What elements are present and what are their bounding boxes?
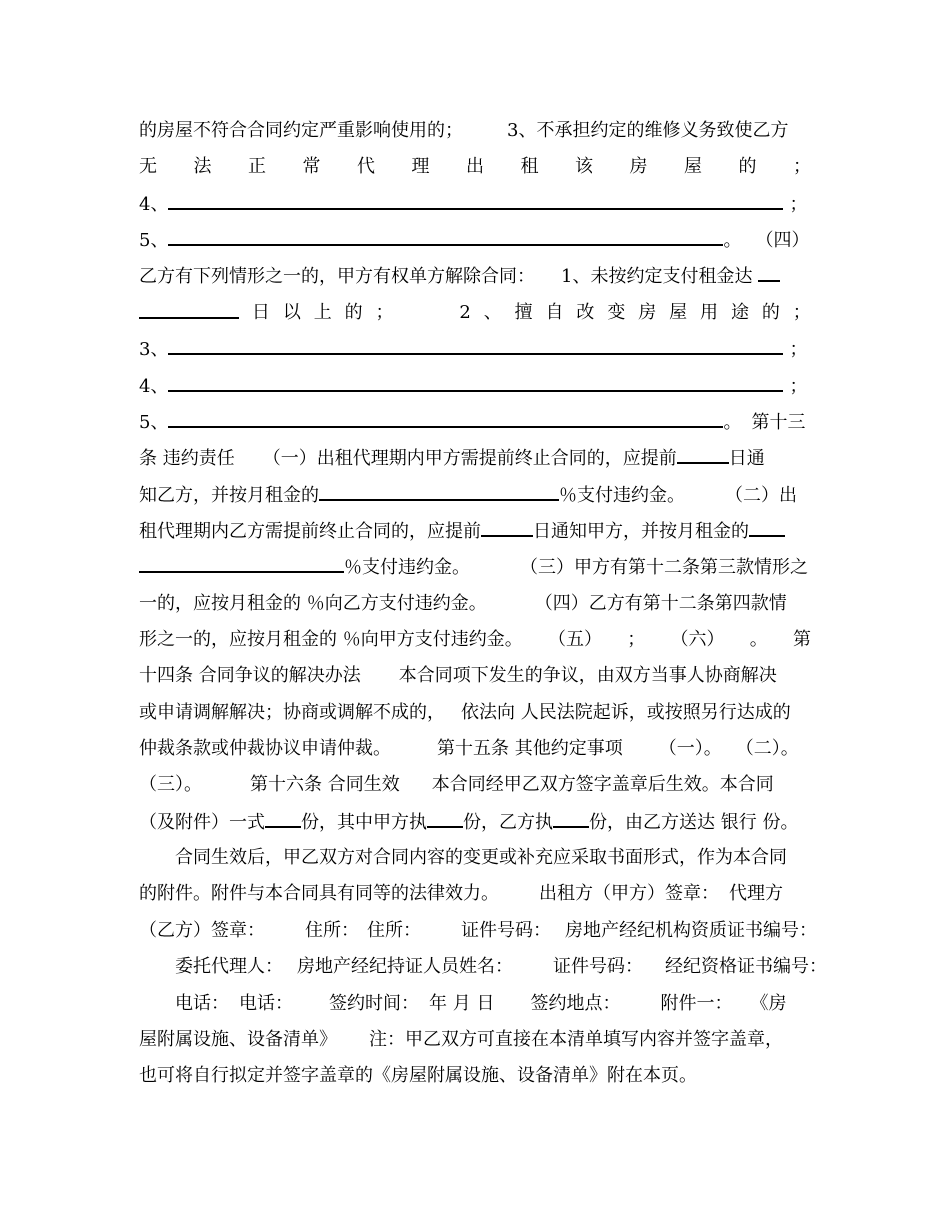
text-span: 住所： — [367, 920, 421, 941]
text-line — [139, 1062, 811, 1090]
text-char: 改 — [576, 302, 595, 323]
text-line — [139, 408, 811, 436]
text-span: 代理方 — [729, 883, 783, 904]
text-char: 的 — [344, 302, 363, 323]
text-span: 出租方（甲方）签章： — [539, 883, 719, 904]
text-char: 途 — [730, 302, 749, 323]
text-span: 第 — [792, 629, 811, 650]
text-char: ； — [793, 156, 811, 177]
text-span: 本合同经甲乙双方签字盖章后生效。本合同 — [431, 774, 774, 795]
text-line — [139, 1026, 811, 1054]
text-line — [139, 153, 811, 181]
text-span: （五） — [547, 629, 602, 650]
text-span: 租代理期内乙方需提前终止合同的，应提前 — [139, 521, 481, 542]
text-span: 条 违约责任 — [139, 448, 235, 469]
text-line — [139, 190, 811, 218]
blank-line — [139, 553, 344, 573]
text-span: （三）。 — [139, 774, 202, 795]
text-span: （四） — [755, 230, 810, 251]
text-span: 证件号码： — [461, 920, 551, 941]
text-span: 十四条 合同争议的解决办法 — [139, 665, 361, 686]
text-span: 电话： — [175, 993, 229, 1014]
text-span: 乙方有下列情形之一的，甲方有权单方解除合同： — [139, 266, 535, 287]
text-line — [139, 626, 811, 654]
text-span: （四）乙方有第十二条第四款情 — [534, 593, 787, 614]
text-span: 《房 — [750, 993, 787, 1014]
text-char: 无 — [139, 156, 157, 177]
text-char: ； — [375, 302, 394, 323]
blank-line — [265, 808, 301, 828]
text-span: 住所： — [305, 920, 359, 941]
text-char: 常 — [302, 156, 321, 177]
text-span: （一）出租代理期内甲方需提前终止合同的，应提前 — [262, 448, 677, 469]
text-line — [139, 299, 811, 327]
text-char: 理 — [411, 156, 430, 177]
text-char: 自 — [545, 302, 564, 323]
blank-line — [758, 262, 780, 282]
text-span: 份，其中甲方执 — [301, 812, 427, 833]
text-line — [139, 990, 811, 1018]
text-char: 房 — [629, 156, 648, 177]
blank-line — [168, 226, 723, 246]
blank-line — [319, 481, 559, 501]
text-span: 房地产经纪持证人员姓名： — [297, 956, 513, 977]
text-span: 屋附属设施、设备清单》 — [139, 1029, 337, 1050]
text-char: 出 — [466, 156, 484, 177]
blank-line — [168, 408, 723, 428]
text-span: 知乙方，并按月租金的 — [139, 485, 319, 506]
text-span: 日通 — [728, 448, 765, 469]
blank-line — [677, 444, 729, 464]
text-span: 房地产经纪机构资质证书编号： — [565, 920, 817, 941]
text-span: 份，由乙方送达 银行 份。 — [589, 812, 799, 833]
text-span: 仲裁条款或仲裁协议申请仲裁。 — [139, 738, 391, 759]
text-span: 4、 — [139, 194, 169, 215]
text-span: ； — [789, 376, 808, 397]
blank-line — [749, 517, 785, 537]
text-line — [139, 771, 811, 799]
text-span: 的房屋不符合合同约定严重影响使用的； — [139, 120, 463, 141]
text-char: 屋 — [684, 156, 702, 177]
text-line — [139, 917, 817, 945]
text-span: 委托代理人： — [175, 956, 283, 977]
text-char: 租 — [520, 156, 539, 177]
text-span: 合同生效后，甲乙双方对合同内容的变更或补充应采取书面形式，作为本合同 — [175, 847, 787, 868]
text-span: 年 月 日 — [429, 993, 495, 1014]
text-span: ％支付违约金。 — [344, 557, 470, 578]
blank-line — [427, 808, 463, 828]
text-line — [139, 444, 811, 472]
text-char: 房 — [638, 302, 657, 323]
blank-line — [553, 808, 589, 828]
text-char: 擅 — [514, 302, 533, 323]
text-line — [139, 335, 811, 363]
blank-line — [168, 372, 783, 392]
text-line — [139, 735, 811, 763]
text-char: 正 — [248, 156, 266, 177]
blank-line — [139, 299, 239, 319]
text-span: （三）甲方有第十二条第三款情形之 — [520, 557, 808, 578]
text-span: 第十六条 合同生效 — [250, 774, 400, 795]
text-span: 依法向 人民法院起诉，或按照另行达成的 — [461, 702, 791, 723]
text-span: （二）。 — [735, 738, 799, 759]
text-line — [139, 844, 811, 872]
text-span: 形之一的，应按月租金的 ％向甲方支付违约金。 — [139, 629, 523, 650]
text-span: 或申请调解解决；协商或调解不成的， — [139, 702, 445, 723]
text-line — [139, 372, 811, 400]
text-char: 该 — [575, 156, 593, 177]
text-span: 3、 — [139, 339, 169, 360]
text-line — [139, 517, 811, 545]
text-span: ； — [789, 339, 808, 360]
text-line — [139, 699, 811, 727]
text-char: ； — [792, 302, 811, 323]
text-span: 5、 — [139, 412, 169, 433]
text-char: 用 — [700, 302, 719, 323]
text-span: 证件号码： — [553, 956, 643, 977]
text-span: ； — [627, 629, 646, 650]
text-span: 1、未按约定支付租金达 — [561, 266, 753, 287]
text-span: 第十五条 其他约定事项 — [437, 738, 623, 759]
text-span: 签约时间： — [329, 993, 419, 1014]
text-char: 以 — [282, 302, 301, 323]
text-char: 的 — [738, 156, 757, 177]
text-span: 本合同项下发生的争议，由双方当事人协商解决 — [398, 665, 777, 686]
text-line — [139, 262, 811, 290]
text-span: 注：甲乙双方可直接在本清单填写内容并签字盖章， — [369, 1029, 783, 1050]
text-span: 签约地点： — [530, 993, 621, 1014]
text-span: ； — [789, 194, 808, 215]
text-line — [139, 662, 811, 690]
text-span: （六） — [670, 629, 725, 650]
text-line — [139, 590, 811, 618]
blank-line — [168, 335, 783, 355]
text-char: 代 — [357, 156, 375, 177]
text-span: 5、 — [139, 230, 169, 251]
text-char: 的 — [761, 302, 780, 323]
text-span: 。 — [723, 230, 742, 251]
blank-line — [168, 190, 783, 210]
text-span: 。 — [749, 629, 768, 650]
text-char: 法 — [193, 156, 212, 177]
text-span: ％支付违约金。 — [559, 485, 685, 506]
text-char: 日 — [251, 302, 270, 323]
text-line — [139, 117, 811, 145]
text-span: 也可将自行拟定并签字盖章的《房屋附属设施、设备清单》附在本页。 — [139, 1065, 697, 1086]
text-span: 第十三 — [751, 412, 806, 433]
text-span: 附件一： — [660, 993, 733, 1014]
text-span: 的附件。附件与本合同具有同等的法律效力。 — [139, 883, 499, 904]
text-line — [139, 553, 811, 581]
text-line — [139, 880, 811, 908]
text-span: 3、不承担约定的维修义务致使乙方 — [507, 120, 789, 141]
text-span: （一）。 — [658, 738, 722, 759]
text-span: 经纪资格证书编号： — [665, 956, 827, 977]
text-line — [139, 481, 811, 509]
text-char: 屋 — [669, 302, 688, 323]
text-span: 4、 — [139, 376, 169, 397]
text-char: 上 — [313, 302, 332, 323]
text-span: 一的，应按月租金的 ％向乙方支付违约金。 — [139, 593, 487, 614]
text-char: 、 — [483, 302, 502, 323]
text-span: 日通知甲方，并按月租金的 — [533, 521, 749, 542]
blank-line — [481, 517, 533, 537]
text-line — [139, 808, 811, 836]
text-line — [139, 226, 811, 254]
text-span: 。 — [723, 412, 742, 433]
text-span: 份，乙方执 — [463, 812, 553, 833]
text-char: 变 — [607, 302, 626, 323]
text-span: （及附件）一式 — [139, 812, 265, 833]
text-span: （乙方）签章： — [139, 920, 265, 941]
text-span: 电话： — [239, 993, 293, 1014]
text-span: （二）出 — [725, 485, 797, 506]
text-char: 2 — [459, 302, 471, 323]
text-line — [139, 953, 827, 981]
